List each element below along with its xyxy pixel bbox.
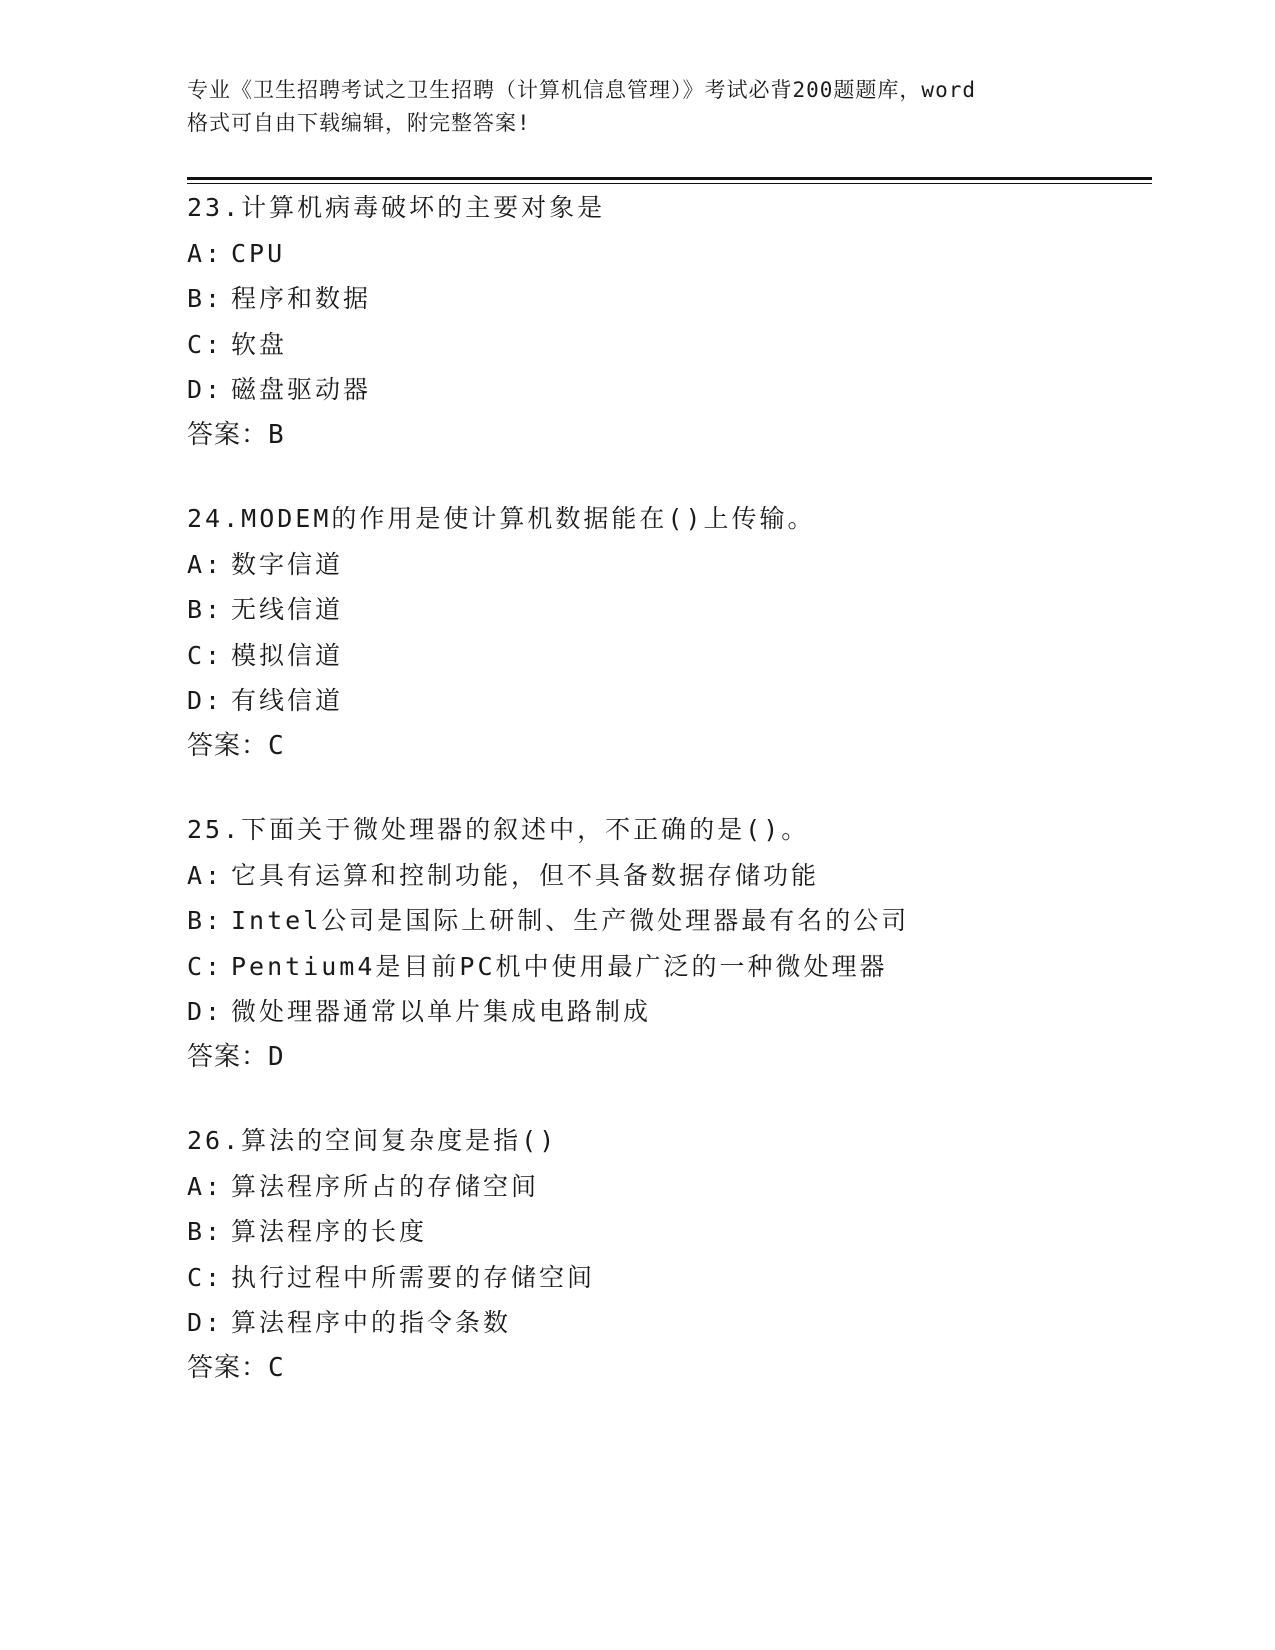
question-23	[187, 185, 1187, 458]
question-stem: 26.算法的空间复杂度是指()	[187, 1126, 558, 1155]
question-stem: 25.下面关于微处理器的叙述中，不正确的是()。	[187, 815, 810, 844]
option-a	[187, 542, 1187, 588]
option-text: 微处理器通常以单片集成电路制成	[231, 997, 652, 1026]
option-b	[187, 587, 1187, 633]
question-stem: 24.MODEM的作用是使计算机数据能在()上传输。	[187, 504, 816, 533]
option-a	[187, 1164, 1187, 1210]
option-text: Pentium4是目前PC机中使用最广泛的一种微处理器	[231, 951, 888, 981]
answer-line: 答案：C	[187, 730, 285, 761]
option-text: 它具有运算和控制功能，但不具备数据存储功能	[231, 860, 820, 890]
option-letter: B:	[187, 906, 224, 935]
option-letter: B:	[187, 284, 224, 313]
option-text: 软盘	[231, 329, 288, 359]
option-b	[187, 276, 1187, 322]
option-c	[187, 1255, 1187, 1301]
option-d	[187, 367, 1187, 413]
option-text: 磁盘驱动器	[231, 375, 372, 404]
option-text: 算法程序中的指令条数	[231, 1308, 512, 1337]
option-text: CPU	[231, 238, 286, 268]
option-d	[187, 989, 1187, 1035]
header-divider-thin	[187, 183, 1152, 184]
option-a	[187, 853, 1187, 899]
option-text: Intel公司是国际上研制、生产微处理器最有名的公司	[231, 906, 910, 935]
option-letter: A:	[187, 238, 224, 268]
option-text: 算法程序所占的存储空间	[231, 1171, 540, 1201]
option-letter: A:	[187, 860, 224, 890]
option-b	[187, 898, 1187, 944]
question-stem: 23.计算机病毒破坏的主要对象是	[187, 193, 606, 222]
header-line-2: 格式可自由下载编辑，附完整答案!	[187, 111, 531, 135]
option-letter: D:	[187, 997, 224, 1026]
option-d	[187, 1300, 1187, 1346]
option-text: 模拟信道	[231, 640, 344, 670]
answer-line: 答案：C	[187, 1352, 285, 1383]
question-26	[187, 1118, 1187, 1391]
option-letter: C:	[187, 640, 224, 670]
header-line-1: 专业《卫生招聘考试之卫生招聘（计算机信息管理）》考试必背200题题库，word	[187, 78, 976, 102]
option-text: 数字信道	[231, 549, 344, 579]
option-d	[187, 678, 1187, 724]
option-letter: D:	[187, 375, 224, 404]
option-b	[187, 1209, 1187, 1255]
option-c	[187, 322, 1187, 368]
question-25	[187, 807, 1187, 1080]
option-text: 程序和数据	[231, 284, 372, 313]
option-letter: C:	[187, 329, 224, 359]
option-letter: B:	[187, 1217, 224, 1246]
option-letter: A:	[187, 549, 224, 579]
option-c	[187, 633, 1187, 679]
option-letter: C:	[187, 951, 224, 981]
option-letter: A:	[187, 1171, 224, 1201]
option-letter: D:	[187, 1308, 224, 1337]
option-letter: C:	[187, 1262, 224, 1292]
option-text: 执行过程中所需要的存储空间	[231, 1262, 596, 1292]
option-text: 有线信道	[231, 686, 344, 715]
option-c	[187, 944, 1187, 990]
answer-line: 答案：B	[187, 419, 285, 450]
answer-line: 答案：D	[187, 1041, 285, 1072]
option-text: 无线信道	[231, 595, 344, 624]
document-header	[187, 74, 1087, 140]
question-24	[187, 496, 1187, 769]
option-letter: D:	[187, 686, 224, 715]
option-a	[187, 231, 1187, 277]
option-letter: B:	[187, 595, 224, 624]
header-divider-thick	[187, 177, 1152, 180]
option-text: 算法程序的长度	[231, 1217, 428, 1246]
